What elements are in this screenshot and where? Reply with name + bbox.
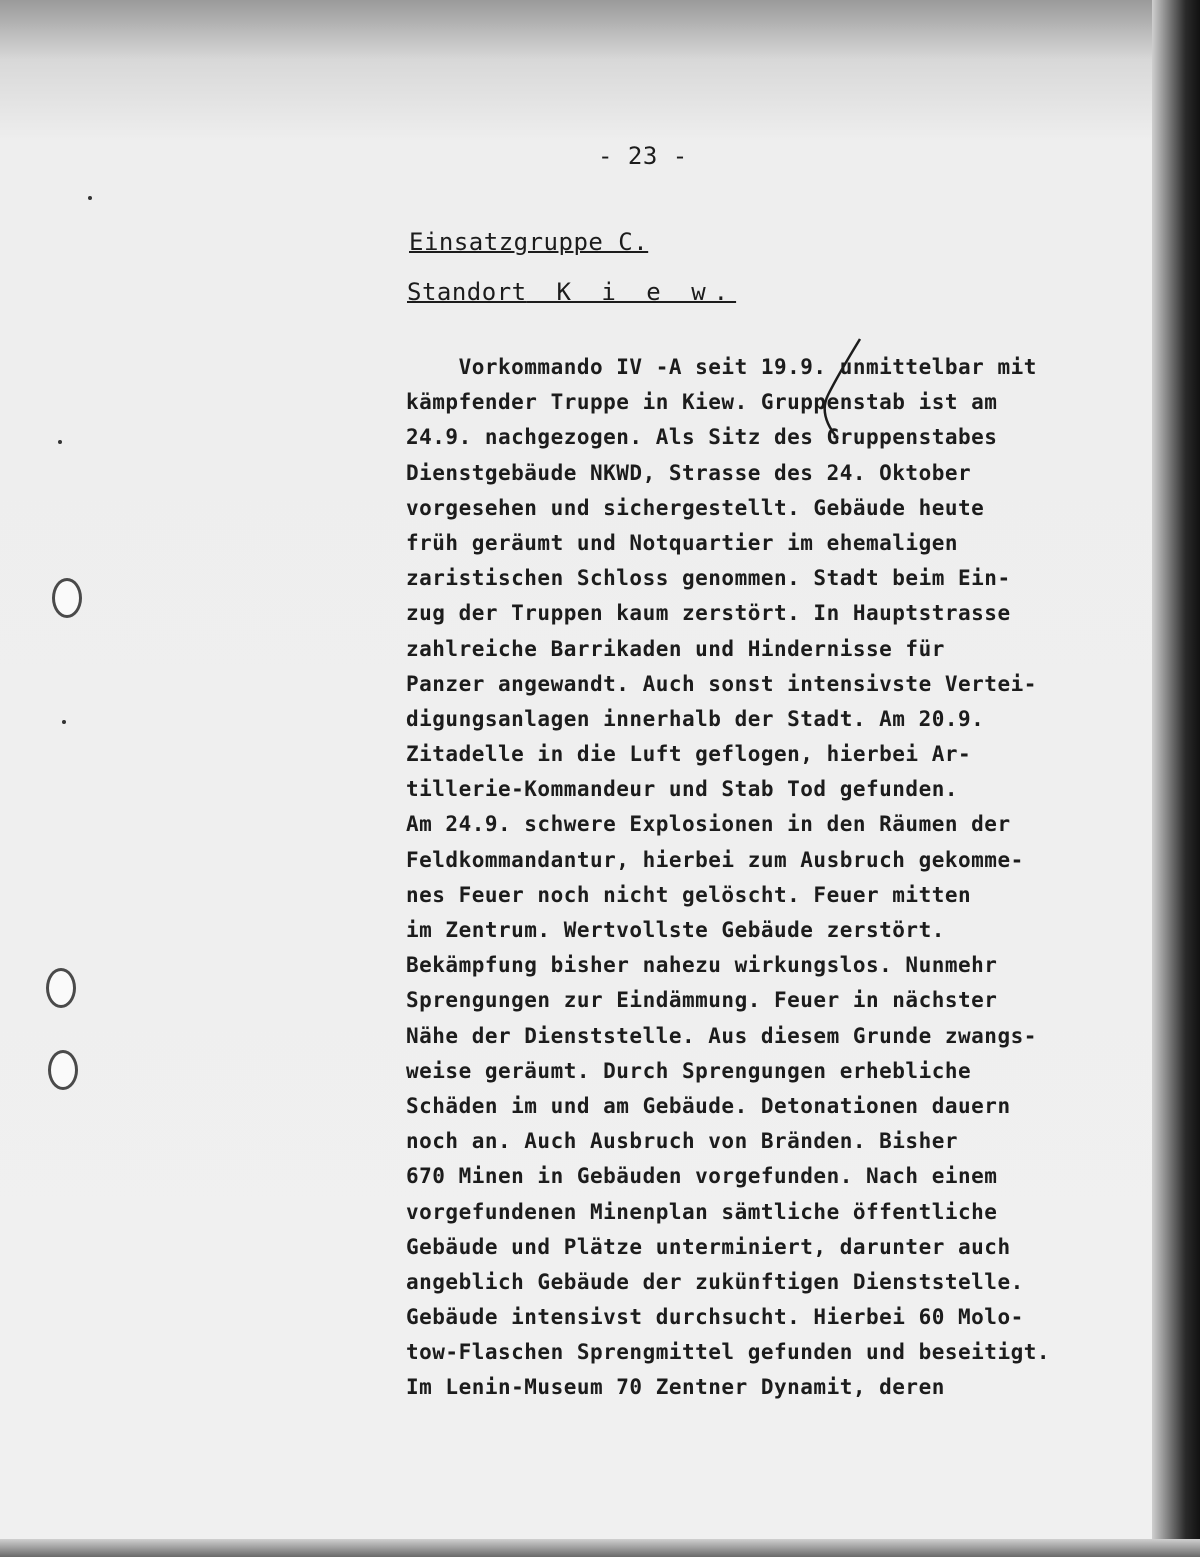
report-line: Feldkommandantur, hierbei zum Ausbruch gekomme- bbox=[406, 847, 1024, 872]
report-line: Bekämpfung bisher nahezu wirkungslos. Nunmehr bbox=[406, 953, 998, 978]
speck bbox=[58, 440, 62, 444]
speck bbox=[62, 720, 66, 724]
report-line: vorgesehen und sichergestellt. Gebäude heute bbox=[406, 495, 985, 520]
report-line: kämpfender Truppe in Kiew. Gruppenstab ist am bbox=[406, 390, 998, 415]
report-line: Nähe der Dienststelle. Aus diesem Grunde zwangs- bbox=[406, 1023, 1037, 1048]
heading-location-label: Standort bbox=[407, 278, 527, 306]
report-line: tillerie-Kommandeur und Stab Tod gefunden. bbox=[406, 777, 959, 802]
report-line: Am 24.9. schwere Explosionen in den Räumen der bbox=[406, 812, 1011, 837]
report-line: Vorkommando IV -A seit 19.9. unmittelbar mit bbox=[406, 355, 1037, 379]
speck bbox=[88, 196, 92, 200]
report-line: Dienstgebäude NKWD, Strasse des 24. Oktober bbox=[406, 460, 972, 485]
report-line: angeblich Gebäude der zukünftigen Dienststelle. bbox=[406, 1269, 1024, 1294]
report-line: Schäden im und am Gebäude. Detonationen dauern bbox=[406, 1093, 1011, 1118]
heading-location-city: K i e w. bbox=[556, 278, 737, 306]
report-line: Gebäude und Plätze unterminiert, darunter auch bbox=[406, 1234, 1011, 1259]
report-line: noch an. Auch Ausbruch von Bränden. Bisher bbox=[406, 1129, 959, 1154]
report-line: tow-Flaschen Sprengmittel gefunden und beseitigt. bbox=[406, 1340, 1051, 1365]
punch-hole bbox=[46, 968, 76, 1008]
report-line: nes Feuer noch nicht gelöscht. Feuer mitten bbox=[406, 882, 972, 907]
report-line: im Zentrum. Wertvollste Gebäude zerstört. bbox=[406, 918, 945, 942]
report-line: zaristischen Schloss genommen. Stadt beim Ein- bbox=[406, 566, 1011, 591]
report-line: Sprengungen zur Eindämmung. Feuer in nächster bbox=[406, 988, 998, 1013]
report-line: zug der Truppen kaum zerstört. In Hauptstrasse bbox=[406, 601, 1011, 626]
page-bottom-edge bbox=[0, 1539, 1200, 1557]
report-body bbox=[406, 350, 1050, 1406]
report-line: digungsanlagen innerhalb der Stadt. Am 20.9. bbox=[406, 706, 985, 731]
report-line: 24.9. nachgezogen. Als Sitz des Gruppenstabes bbox=[406, 425, 998, 450]
heading-location bbox=[407, 278, 736, 306]
punch-hole bbox=[48, 1050, 78, 1090]
report-line: früh geräumt und Notquartier im ehemaligen bbox=[406, 530, 959, 555]
report-line: weise geräumt. Durch Sprengungen erhebliche bbox=[406, 1058, 972, 1083]
page-number: - 23 - bbox=[598, 142, 688, 170]
report-line: zahlreiche Barrikaden und Hindernisse für bbox=[406, 636, 945, 661]
report-line: Zitadelle in die Luft geflogen, hierbei Ar- bbox=[406, 742, 972, 767]
report-line: vorgefundenen Minenplan sämtliche öffentliche bbox=[406, 1199, 998, 1224]
report-line: Panzer angewandt. Auch sonst intensivste Vertei- bbox=[406, 671, 1037, 696]
report-line: Im Lenin-Museum 70 Zentner Dynamit, deren bbox=[406, 1375, 945, 1400]
report-line: Gebäude intensivst durchsucht. Hierbei 60 Molo- bbox=[406, 1305, 1024, 1330]
punch-hole bbox=[52, 578, 82, 618]
page-edge-shadow bbox=[1152, 0, 1200, 1557]
heading-group: Einsatzgruppe C. bbox=[409, 228, 649, 256]
report-line: 670 Minen in Gebäuden vorgefunden. Nach einem bbox=[406, 1164, 998, 1189]
